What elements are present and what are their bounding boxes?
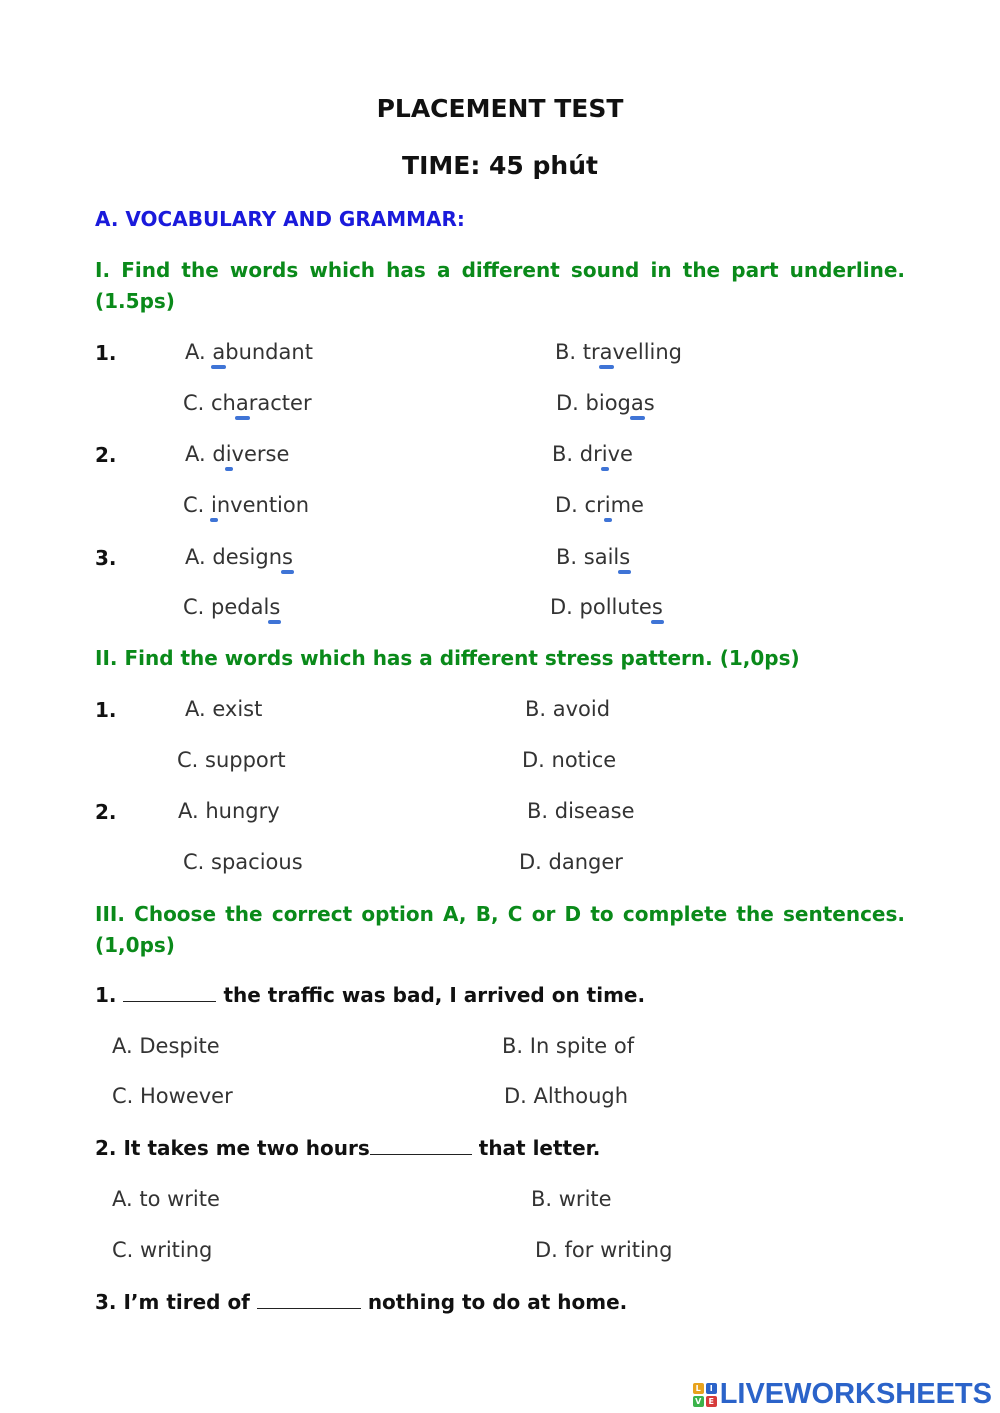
page-title: PLACEMENT TEST [376,94,624,123]
part1-q2-option-b[interactable]: B. drive [552,442,633,466]
part3-q2-stem: 2. It takes me two hours that letter. [95,1136,601,1160]
underlined-letter: a [599,340,613,364]
underlined-letter: s [651,595,663,619]
underlined-letter: s [269,595,281,619]
part3-q3-stem: 3. I’m tired of nothing to do at home. [95,1290,628,1314]
part3-q2-option-d[interactable]: D. for writing [535,1238,673,1262]
part2-q1-option-a[interactable]: A. exist [185,697,263,721]
part2-q2-option-a[interactable]: A. hungry [178,799,280,823]
section-a-heading: A. VOCABULARY AND GRAMMAR: [95,207,465,231]
time-limit: TIME: 45 phút [402,151,598,180]
underlined-letter: a [630,391,644,415]
part3-q2-option-c[interactable]: C. writing [112,1238,213,1262]
part1-q3-option-d[interactable]: D. pollutes [550,595,663,619]
part3-q1-option-a[interactable]: A. Despite [112,1034,220,1058]
part1-q3-option-b[interactable]: B. sails [556,545,631,569]
answer-blank[interactable] [370,1136,472,1155]
underlined-letter: a [235,391,249,415]
underlined-letter: s [282,545,293,569]
part1-heading: I. Find the words which has a different sound in the part underline. (1.5ps) [95,258,905,313]
part2-q2-option-c[interactable]: C. spacious [183,850,303,874]
part1-q3-number: 3. [95,546,117,570]
part3-q2-option-a[interactable]: A. to write [112,1187,220,1211]
logo-text: LIVEWORKSHEETS [719,1378,992,1410]
part2-q1-option-b[interactable]: B. avoid [525,697,611,721]
part1-q1-option-b[interactable]: B. travelling [555,340,683,364]
part1-q3-option-c[interactable]: C. pedals [183,595,281,619]
underlined-letter: i [601,442,608,466]
part1-q1-number: 1. [95,341,117,365]
part2-q1-number: 1. [95,698,117,722]
part2-q2-option-b[interactable]: B. disease [527,799,635,823]
part1-q1-option-c[interactable]: C. character [183,391,312,415]
part2-q1-option-c[interactable]: C. support [177,748,286,772]
part3-q1-option-c[interactable]: C. However [112,1084,233,1108]
liveworksheets-logo-icon: L I V E [693,1383,717,1407]
part3-q1-option-d[interactable]: D. Although [504,1084,629,1108]
underlined-letter: s [619,545,631,569]
part3-q1-option-b[interactable]: B. In spite of [502,1034,635,1058]
part1-q1-option-d[interactable]: D. biogas [556,391,655,415]
part3-heading: III. Choose the correct option A, B, C or D to complete the sentences. (1,0ps) [95,902,905,957]
part3-q1-stem: 1. the traffic was bad, I arrived on time. [95,983,646,1007]
part3-q2-option-b[interactable]: B. write [531,1187,612,1211]
underlined-letter: a [212,340,226,364]
part1-q2-option-c[interactable]: C. invention [183,493,310,517]
liveworksheets-logo [693,1378,992,1411]
part2-q2-number: 2. [95,800,117,824]
answer-blank[interactable] [257,1290,361,1309]
answer-blank[interactable] [123,983,216,1002]
part2-heading: II. Find the words which has a different stress pattern. (1,0ps) [95,646,800,670]
part1-q2-option-a[interactable]: A. diverse [185,442,290,466]
underlined-letter: i [225,442,232,466]
part1-q3-option-a[interactable]: A. designs [185,545,293,569]
part1-q2-number: 2. [95,443,117,467]
part2-q2-option-d[interactable]: D. danger [519,850,623,874]
underlined-letter: i [604,493,611,517]
part1-q2-option-d[interactable]: D. crime [555,493,644,517]
part2-q1-option-d[interactable]: D. notice [522,748,617,772]
underlined-letter: i [211,493,217,517]
part1-q1-option-a[interactable]: A. abundant [185,340,313,364]
